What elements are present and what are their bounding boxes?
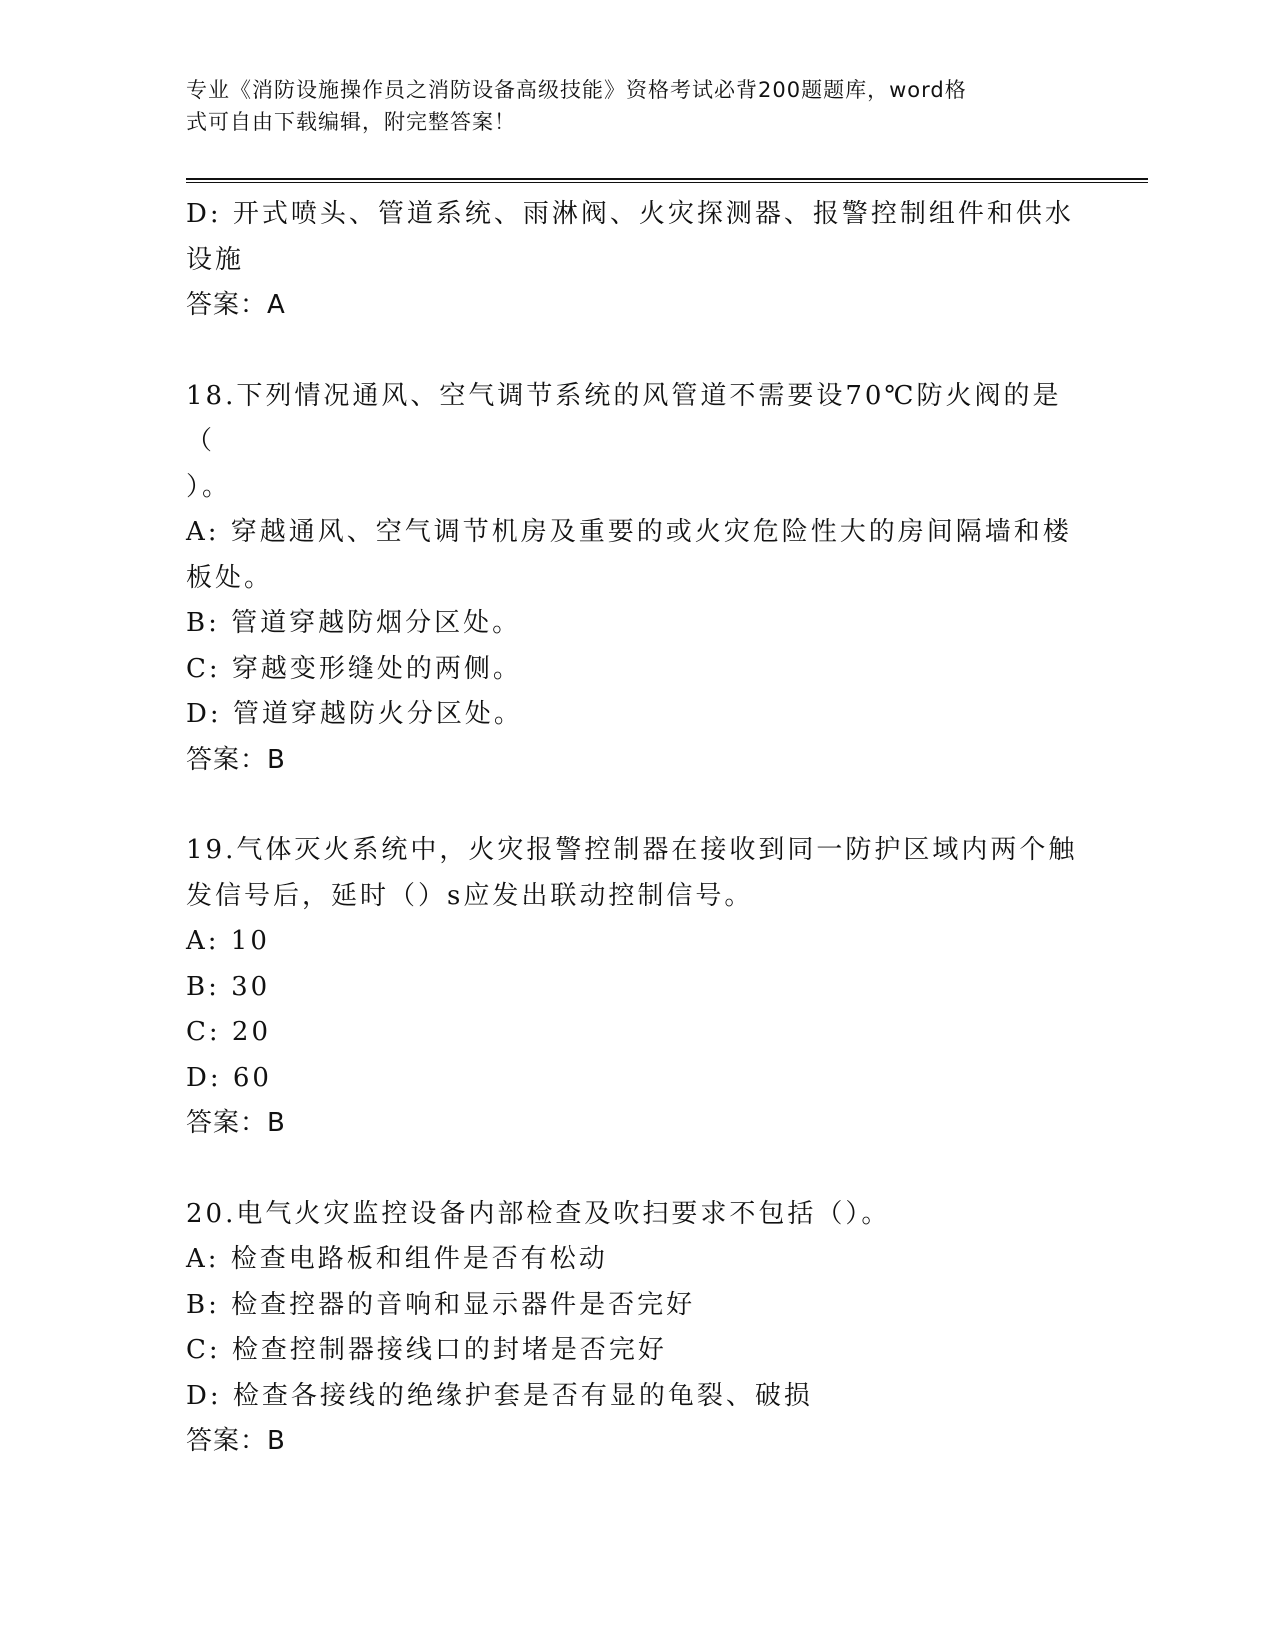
option-d: D: 60: [186, 1062, 272, 1093]
answer: 答案：B: [186, 1426, 286, 1456]
answer: 答案：B: [186, 744, 286, 775]
question-stem: 19.气体灭火系统中，火灾报警控制器在接收到同一防护区域内两个触: [186, 835, 1078, 865]
option-a: A: 检查电路板和组件是否有松动: [186, 1244, 608, 1274]
answer: 答案：B: [186, 1108, 286, 1138]
spacer: [186, 783, 1086, 828]
option-b: B: 管道穿越防烟分区处。: [186, 608, 522, 638]
question-block-prev: [186, 192, 1086, 329]
answer: 答案：A: [186, 290, 286, 320]
option-c: C: 20: [186, 1017, 272, 1047]
question-stem-continued: 发信号后，延时（）s应发出联动控制信号。: [186, 880, 754, 911]
header-divider: [186, 178, 1148, 183]
question-stem-continued: ）。: [186, 471, 232, 502]
option-d-continued: 设施: [186, 244, 245, 275]
question-block-19: [186, 828, 1086, 1147]
option-a: A: 穿越通风、空气调节机房及重要的或火灾危险性大的房间隔墙和楼: [186, 517, 1072, 547]
question-stem: 18.下列情况通风、空气调节系统的风管道不需要设70℃防火阀的是（: [186, 380, 1062, 456]
question-list: [186, 192, 1086, 1465]
option-d: D: 检查各接线的绝缘护套是否有显的龟裂、破损: [186, 1380, 813, 1411]
header-line: 专业《消防设施操作员之消防设备高级技能》资格考试必背200题题库，word格: [186, 78, 967, 102]
option-b: B: 30: [186, 971, 271, 1002]
header-line: 式可自由下载编辑，附完整答案！: [186, 110, 516, 134]
spacer: [186, 329, 1086, 374]
question-block-20: [186, 1192, 1086, 1465]
option-a: A: 10: [186, 926, 270, 956]
spacer: [186, 1147, 1086, 1192]
option-c: C: 穿越变形缝处的两侧。: [186, 653, 522, 684]
option-d: D: 开式喷头、管道系统、雨淋阀、火灾探测器、报警控制组件和供水: [186, 199, 1074, 229]
document-header: [186, 74, 1066, 138]
question-block-18: [186, 374, 1086, 784]
option-a-continued: 板处。: [186, 562, 274, 593]
question-stem: 20.电气火灾监控设备内部检查及吹扫要求不包括（）。: [186, 1198, 891, 1229]
option-c: C: 检查控制器接线口的封堵是否完好: [186, 1335, 667, 1365]
option-b: B: 检查控器的音响和显示器件是否完好: [186, 1289, 696, 1320]
option-d: D: 管道穿越防火分区处。: [186, 699, 523, 729]
